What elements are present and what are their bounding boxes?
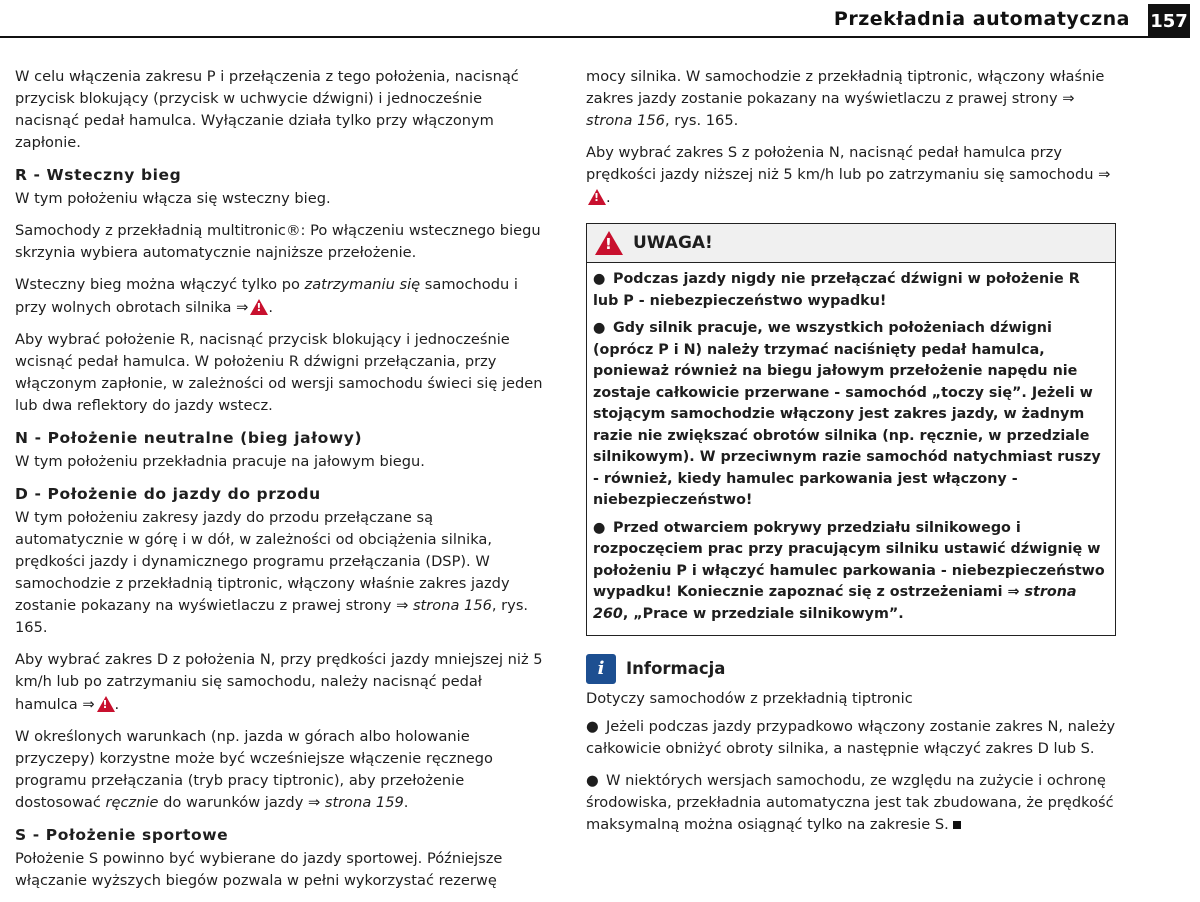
bullet-icon: ● [586,772,599,789]
warning-body [587,263,1115,635]
end-of-section-icon [953,821,961,829]
d-p3-text-b: do warunków jazdy ⇒ [158,794,325,811]
d-p1-page-ref[interactable]: strona 156 [412,597,492,614]
page-number: 157 [1148,4,1190,38]
info-bullet-2 [586,770,1116,836]
warning-page-ref[interactable]: strona 260 [593,584,1077,622]
header-rule [0,36,1150,38]
bullet-icon: ● [593,271,606,287]
cont-text-a: mocy silnika. W samochodzie z przekładnią tiptronic, włączony właśnie zakres jazdy zostanie pokazany na wyświetlaczu z prawej strony ⇒ [586,68,1105,107]
warning-box [586,223,1116,636]
info-icon: i [586,654,616,684]
warning-triangle-icon[interactable] [250,299,268,315]
warning-triangle-icon[interactable] [97,696,115,712]
bullet-icon: ● [593,320,606,336]
r-p3-text-a: Wsteczny bieg można włączyć tylko po [15,276,305,293]
section-title: Przekładnia automatyczna [833,8,1130,30]
warning-icon [595,231,623,255]
n-heading: N - Położenie neutralne (bieg jałowy) [15,429,363,447]
r-paragraph-2: Samochody z przekładnią multitronic®: Po włączeniu wstecznego biegu skrzynia wybiera automatycznie najniższe przełożenie. [15,222,541,261]
warning-bullet-1-text: Podczas jazdy nigdy nie przełączać dźwigni w położenie R lub P - niebezpieczeństwo wypadku! [593,271,1080,309]
info-bullet-2-text: W niektórych wersjach samochodu, ze względu na zużycie i ochronę środowiska, przekładnia automatyczna jest tak zbudowana, że prędkość maksymalną można osiągnąć tylko na zakresie S. [586,772,1114,833]
warning-header [587,224,1115,263]
s-heading: S - Położenie sportowe [15,826,229,844]
d-paragraph-3 [15,726,545,814]
cont-text-b: , rys. 165. [664,112,739,129]
s-select-paragraph: Aby wybrać zakres S z położenia N, nacisnąć pedał hamulca przy prędkości jazdy niższej niż 5 km/h lub po zatrzymaniu się samochodu ⇒!. [586,142,1116,209]
info-title: Informacja [626,659,726,678]
d-paragraph-1 [15,507,545,639]
r-heading: R - Wsteczny bieg [15,166,182,184]
r-paragraph-3: Wsteczny bieg można włączyć tylko po zatrzymaniu się samochodu i przy wolnych obrotach silnika ⇒! . [15,274,545,319]
warning-bullet-3 [593,518,1107,626]
warning-bullet-2-text: Gdy silnik pracuje, we wszystkich położeniach dźwigni (oprócz P i N) należy trzymać naciśnięty pedał hamulca, ponieważ również na biegu jałowym przełożenie napędu nie zostaje całkowicie przerwane - samochód „toczy się”. Jeżeli w stojącym samochodzie włączony jest zakres jazdy, w żadnym razie nie zwiększać obrotów silnika (np. ręcznie, w przedziale silnikowym). W przeciwnym razie samochód natychmiast ruszy - również, kiedy hamulec parkowania jest włączony - niebezpieczeństwo! [593,320,1101,508]
warning-bullet-3-text-b: , „Prace w przedziale silnikowym”. [622,605,904,622]
warning-triangle-icon[interactable] [588,189,606,205]
n-paragraph-1: W tym położeniu przekładnia pracuje na jałowym biegu. [15,453,425,470]
s-select-text: Aby wybrać zakres S z położenia N, nacisnąć pedał hamulca przy prędkości jazdy niższej niż 5 km/h lub po zatrzymaniu się samochodu ⇒ [586,144,1111,183]
bullet-icon: ● [586,718,599,735]
info-bullet-1-text: Jeżeli podczas jazdy przypadkowo włączony zostanie zakres N, należy całkowicie obniżyć obroty silnika, a następnie włączyć zakres D lub S. [586,718,1116,757]
info-bullet-1 [586,716,1116,760]
r-paragraph-4: Aby wybrać położenie R, nacisnąć przycisk blokujący i jednocześnie wcisnąć pedał hamulca. W położeniu R dźwigni przełączania, przy włączonym zapłonie, w zależności od wersji samochodu świeci się jeden lub dwa reflektory do jazdy wstecz. [15,331,543,414]
left-column [15,66,545,902]
warning-title: UWAGA! [633,233,713,253]
s-paragraph-1: Położenie S powinno być wybierane do jazdy sportowej. Późniejsze włączanie wyższych biegów pozwala w pełni wykorzystać rezerwę [15,850,503,889]
d-p1-text-a: W tym położeniu zakresy jazdy do przodu przełączane są automatycznie w górę i w dół, w zależności od obciążenia silnika, prędkości jazdy i dynamicznego programu przełączania (DSP). W samochodzie z przekładnią tiptronic, włączony właśnie zakres jazdy zostanie pokazany na wyświetlaczu z prawej strony ⇒ [15,509,510,614]
d-p3-text-c: . [403,794,409,811]
d-p3-text-a: W określonych warunkach (np. jazda w górach albo holowanie przyczepy) korzystne może być wcześniejsze włączenie ręcznego programu przełączania (tryb pracy tiptronic), aby przełożenie dostosować [15,728,493,811]
intro-paragraph: W celu włączenia zakresu P i przełączenia z tego położenia, nacisnąć przycisk blokujący (przycisk w uchwycie dźwigni) i jednocześnie nacisnąć pedał hamulca. Wyłączanie działa tylko przy włączonym zapłonie. [15,68,519,151]
r-p3-emphasis: zatrzymaniu się [304,276,421,293]
bullet-icon: ● [593,519,606,536]
continued-paragraph [586,66,1116,132]
d-p3-emphasis: ręcznie [105,794,159,811]
cont-page-ref[interactable]: strona 156 [586,112,665,129]
r-paragraph-1: W tym położeniu włącza się wsteczny bieg. [15,190,331,207]
right-column [586,66,1116,846]
d-paragraph-2: Aby wybrać zakres D z położenia N, przy prędkości jazdy mniejszej niż 5 km/h lub po zatrzymaniu się samochodu, należy nacisnąć pedał hamulca ⇒! . [15,649,545,716]
d-p1-text-b: , rys. 165. [15,597,529,636]
d-p3-page-ref[interactable]: strona 159 [324,794,404,811]
warning-bullet-1 [593,269,1107,312]
d-p2-text: Aby wybrać zakres D z położenia N, przy prędkości jazdy mniejszej niż 5 km/h lub po zatrzymaniu się samochodu, należy nacisnąć pedał hamulca ⇒ [15,651,543,713]
warning-bullet-2 [593,318,1107,512]
r-p3-text-b: samochodu i przy wolnych obrotach silnika ⇒ [15,276,518,316]
info-header [586,654,1116,684]
d-heading: D - Położenie do jazdy do przodu [15,485,321,503]
warning-bullet-3-text-a: Przed otwarciem pokrywy przedziału silnikowego i rozpoczęciem prac przy pracującym silniku ustawić dźwignię w położeniu P i włączyć hamulec parkowania - niebezpieczeństwo wypadku! Koniecznie zapoznać się z ostrzeżeniami ⇒ [593,519,1105,600]
info-intro: Dotyczy samochodów z przekładnią tiptronic [586,690,913,707]
